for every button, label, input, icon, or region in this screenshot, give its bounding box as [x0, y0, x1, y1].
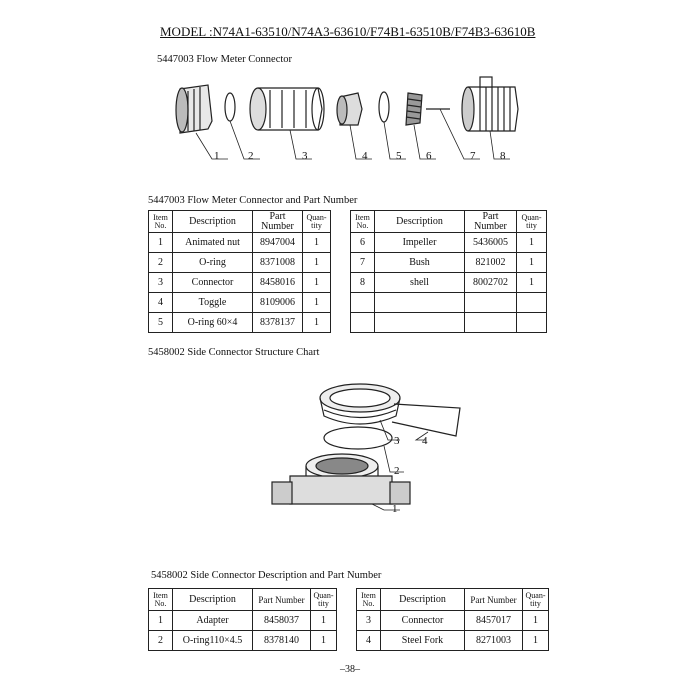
o-ring-60x4-drawing: [379, 92, 389, 122]
side-connector-table-title: 5458002 Side Connector Description and Part Number: [151, 570, 382, 581]
table-row: 1 Animated nut 8947004 1 6 Impeller 5436005 1: [149, 233, 547, 253]
description-header: Description: [375, 211, 465, 233]
side-connector-diagram: [260, 370, 470, 530]
impeller-drawing: [406, 93, 422, 125]
callout-4: 4: [422, 435, 428, 447]
quantity-header: Quan- tity: [517, 211, 547, 233]
callout-1: 1: [214, 150, 220, 162]
model-title: MODEL :N74A1-63510/N74A3-63610/F74B1-63510B/F74B3-63610B: [160, 24, 536, 39]
table-row: 2 O-ring 8371008 1 7 Bush 821002 1: [149, 253, 547, 273]
connector-drawing: [250, 88, 324, 130]
description-header: Description: [381, 589, 465, 611]
item-header: Item No.: [351, 211, 375, 233]
description-header: Description: [173, 211, 253, 233]
side-connector-parts-table: [148, 588, 549, 651]
description-header: Description: [173, 589, 253, 611]
adapter-drawing: [272, 454, 410, 504]
side-connector-heading: 5458002 Side Connector Structure Chart: [148, 347, 320, 358]
callout-3: 3: [394, 435, 400, 447]
quantity-header: Quan- tity: [311, 589, 337, 611]
callout-1: 1: [392, 503, 398, 515]
shell-drawing: [462, 77, 518, 131]
toggle-drawing: [337, 93, 362, 125]
part-number-header: Part Number: [465, 211, 517, 233]
callout-7: 7: [470, 150, 476, 162]
table-gap: [331, 211, 351, 333]
table-row: 4 Toggle 8109006 1: [149, 293, 547, 313]
flow-meter-table-title: 5447003 Flow Meter Connector and Part Number: [148, 195, 358, 206]
animated-nut-drawing: [176, 85, 212, 133]
table-row: 5 O-ring 60×4 8378137 1: [149, 313, 547, 333]
connector-drawing: [320, 384, 400, 424]
callout-4: 4: [362, 150, 368, 162]
o-ring-110-drawing: [324, 427, 392, 449]
flow-meter-heading: 5447003 Flow Meter Connector: [157, 54, 293, 65]
quantity-header: Quan- tity: [523, 589, 549, 611]
table-gap: [337, 589, 357, 651]
part-number-header: Part Number: [253, 211, 303, 233]
item-header: Item No.: [149, 589, 173, 611]
table-row: 1 Adapter 8458037 1 3 Connector 8457017 1: [149, 611, 549, 631]
callout-2: 2: [248, 150, 254, 162]
steel-fork-drawing: [392, 404, 460, 436]
table-row: 2 O-ring110×4.5 8378140 1 4 Steel Fork 8271003 1: [149, 631, 549, 651]
flow-meter-exploded-diagram: [150, 75, 530, 170]
o-ring-drawing: [225, 93, 235, 121]
callout-2: 2: [394, 465, 400, 477]
callout-6: 6: [426, 150, 432, 162]
callout-8: 8: [500, 150, 506, 162]
quantity-header: Quan- tity: [303, 211, 331, 233]
part-number-header: Part Number: [465, 589, 523, 611]
item-header: Item No.: [357, 589, 381, 611]
flow-meter-parts-table: [148, 210, 547, 333]
callout-3: 3: [302, 150, 308, 162]
callout-5: 5: [396, 150, 402, 162]
item-header: Item No.: [149, 211, 173, 233]
table-row: 3 Connector 8458016 1 8 shell 8002702 1: [149, 273, 547, 293]
part-number-header: Part Number: [253, 589, 311, 611]
page-number: –38–: [340, 664, 360, 675]
